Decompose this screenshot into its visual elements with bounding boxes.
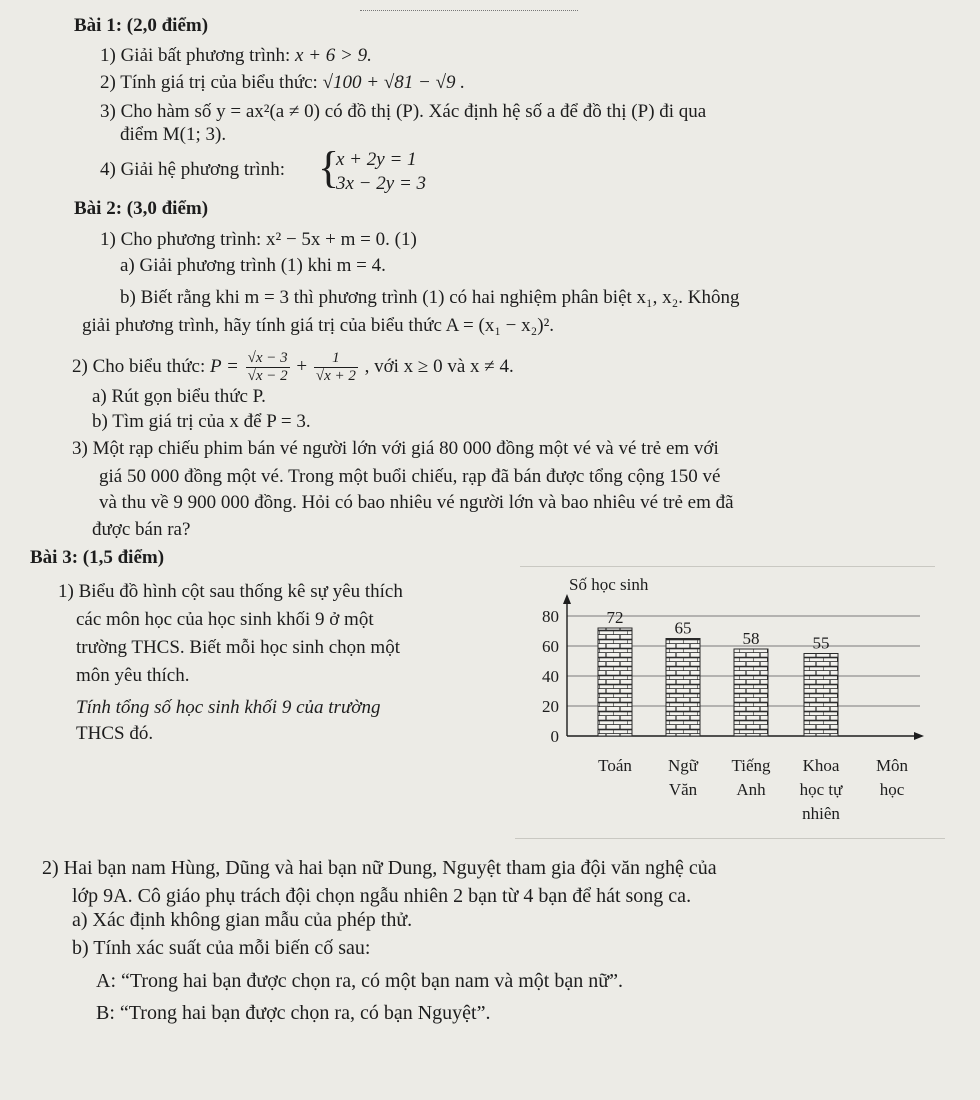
- bai1-q1: [100, 44, 372, 68]
- x-tick-label: Khoa: [802, 756, 840, 775]
- bai1-q2-math: √100 + √81 − √9 .: [322, 72, 466, 93]
- bai2-q2-prefix: 2) Cho biểu thức:: [72, 355, 206, 377]
- bai2-q2b: b) Tìm giá trị của x để P = 3.: [92, 411, 311, 432]
- bai3-event-a: A: “Trong hai bạn được chọn ra, có một bạn nam và một bạn nữ”.: [96, 970, 623, 992]
- bai1-q3-line1: 3) Cho hàm số y = ax²(a ≠ 0) có đồ thị (P). Xác định hệ số a để đồ thị (P) đi qua: [100, 101, 707, 122]
- y-tick-label: 40: [542, 667, 559, 686]
- bai1-q1-prefix: 1) Giải bất phương trình:: [100, 45, 291, 66]
- bar-value-label: 58: [742, 629, 760, 648]
- system-brace: {: [318, 143, 340, 192]
- bai2-q3-line4: được bán ra?: [92, 519, 191, 540]
- bai2-q2-p: P =: [210, 355, 239, 377]
- bai1-q4-eq1: x + 2y = 1: [336, 149, 417, 170]
- header-divider: [360, 10, 578, 11]
- bai2-q3-line3: và thu về 9 900 000 đồng. Hỏi có bao nhiêu vé người lớn và bao nhiêu vé trẻ em đã: [99, 492, 734, 513]
- bai3-q2b: b) Tính xác suất của mỗi biến cố sau:: [72, 937, 371, 959]
- bai2-q2: [72, 350, 514, 385]
- bai2-q2-condition: , với x ≥ 0 và x ≠ 4.: [364, 355, 514, 377]
- chart-frame-top: [520, 566, 935, 567]
- bai2-q2a: a) Rút gọn biểu thức P.: [92, 386, 266, 407]
- bai3-q1-line4: môn yêu thích.: [76, 665, 190, 686]
- bai3-q1-line6: THCS đó.: [76, 723, 154, 744]
- bai2-q1: 1) Cho phương trình: x² − 5x + m = 0. (1): [100, 229, 417, 250]
- chart-xlabel: Môn: [875, 756, 909, 775]
- x-tick-label: Ngữ: [668, 756, 698, 775]
- y-tick-label: 20: [542, 697, 559, 716]
- bai1-q2: [100, 71, 465, 95]
- bai3-q2a: a) Xác định không gian mẫu của phép thử.: [72, 909, 413, 931]
- bai2-q3-line1: 3) Một rạp chiếu phim bán vé người lớn với giá 80 000 đồng một vé và vé trẻ em với: [72, 438, 719, 459]
- bar: [666, 639, 700, 737]
- fraction-1: [246, 350, 290, 385]
- fraction-2: [314, 350, 358, 385]
- bai3-q1-line1: 1) Biểu đồ hình cột sau thống kê sự yêu thích: [58, 581, 403, 602]
- fraction-1-numerator: √x − 3: [247, 350, 288, 366]
- bai2-q1b-line2: giải phương trình, hãy tính giá trị của biểu thức A = (x₁ − x₂)².: [82, 315, 555, 336]
- bai3-q1-line2: các môn học của học sinh khối 9 ở một: [76, 609, 374, 630]
- bar: [598, 628, 632, 736]
- bai3-q1-line3: trường THCS. Biết mỗi học sinh chọn một: [76, 637, 400, 658]
- bai3-q2-line2: lớp 9A. Cô giáo phụ trách đội chọn ngẫu nhiên 2 bạn từ 4 bạn để hát song ca.: [72, 885, 692, 907]
- x-tick-label: Toán: [598, 756, 632, 775]
- bar-value-label: 55: [812, 633, 830, 653]
- bai1-q3-line2: điểm M(1; 3).: [120, 124, 227, 145]
- bai1-q1-math: x + 6 > 9.: [295, 45, 372, 66]
- x-tick-label: học tự: [799, 780, 843, 799]
- bar-chart: [515, 572, 935, 840]
- bai1-q2-prefix: 2) Tính giá trị của biểu thức:: [100, 72, 318, 93]
- fraction-2-denominator: √x + 2: [315, 368, 356, 384]
- bai2-q1a: a) Giải phương trình (1) khi m = 4.: [120, 255, 386, 276]
- x-tick-label: Tiếng: [731, 756, 771, 775]
- chart-xlabel: học: [879, 780, 905, 799]
- x-tick-label: Văn: [668, 780, 698, 799]
- plus-sign: +: [296, 355, 308, 377]
- bar: [734, 649, 768, 736]
- bar-value-label: 72: [606, 608, 624, 627]
- bai3-title: Bài 3: (1,5 điểm): [30, 547, 165, 568]
- bar: [804, 654, 838, 737]
- bai1-q4-prefix: 4) Giải hệ phương trình:: [100, 159, 285, 180]
- x-axis-arrow: [914, 732, 924, 740]
- bai3-event-b: B: “Trong hai bạn được chọn ra, có bạn Nguyệt”.: [96, 1002, 491, 1024]
- bai1-q4-eq2: 3x − 2y = 3: [336, 173, 427, 194]
- y-tick-label: 0: [550, 727, 559, 746]
- y-tick-label: 80: [542, 607, 559, 626]
- chart-frame-bottom: [515, 838, 945, 839]
- chart-ylabel: Số học sinh: [569, 575, 649, 594]
- bai3-q2-line1: 2) Hai bạn nam Hùng, Dũng và hai bạn nữ Dung, Nguyệt tham gia đội văn nghệ của: [42, 857, 717, 879]
- x-tick-label: nhiên: [802, 804, 840, 823]
- y-axis-arrow: [563, 594, 571, 604]
- bai2-title: Bài 2: (3,0 điểm): [74, 198, 209, 219]
- bai1-title: Bài 1: (2,0 điểm): [74, 15, 209, 36]
- bai2-q1b-line1: b) Biết rằng khi m = 3 thì phương trình (1) có hai nghiệm phân biệt x₁, x₂. Không: [120, 287, 740, 308]
- bai3-q1-line5: Tính tổng số học sinh khối 9 của trường: [76, 697, 381, 718]
- bai2-q3-line2: giá 50 000 đồng một vé. Trong một buổi chiếu, rạp đã bán được tổng cộng 150 vé: [99, 466, 721, 487]
- bar-value-label: 65: [674, 618, 692, 638]
- y-tick-label: 60: [542, 637, 559, 656]
- fraction-2-numerator: 1: [314, 350, 358, 368]
- fraction-1-denominator: √x − 2: [247, 368, 288, 384]
- x-tick-label: Anh: [736, 780, 766, 799]
